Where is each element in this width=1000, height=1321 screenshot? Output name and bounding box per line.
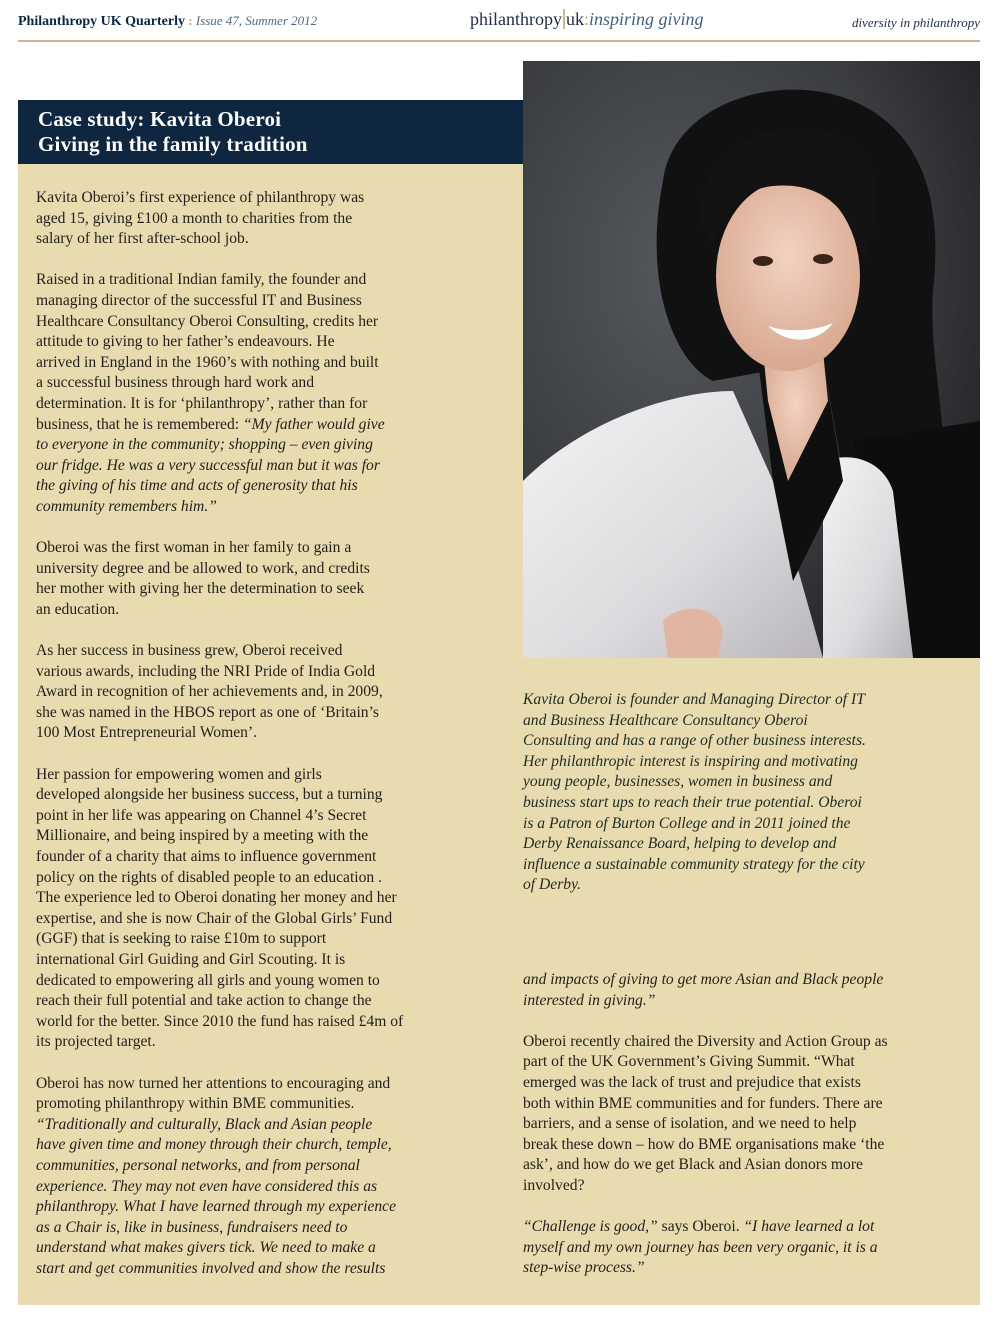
paragraph-intro: Kavita Oberoi’s first experience of philanthropy was aged 15, giving £100 a month to charities from the salary of her first after-school job. <box>36 189 365 248</box>
masthead-logo <box>470 9 704 30</box>
logo-text-uk: uk <box>566 9 584 29</box>
article-title: Case study: Kavita Oberoi <box>38 107 282 131</box>
section-label: diversity in philanthropy <box>851 15 980 30</box>
logo-divider <box>563 9 565 29</box>
page-header <box>18 0 980 42</box>
article-body-right <box>523 970 978 1300</box>
publication-info <box>18 13 317 30</box>
paragraph-challenge: “Challenge is good,” says Oberoi. “I have learned a lot myself and my own journey has been very organic, it is a step-wise process.” <box>523 1218 878 1277</box>
paragraph-passion: Her passion for empowering women and girls developed alongside her business success, but a turning point in her life was appearing on Channel 4’s Secret Millionaire, and being inspired by a meeting with the founder of a charity that aims to influence government policy on the rights of disabled people to an education . The experience led to Oberoi donating her money and her expertise, and she is now Chair of the Global Girls’ Fund (GGF) that is seeking to raise £10m to support international Girl Guiding and Girl Scouting. It is dedicated to empowering all girls and young women to reach their full potential and take action to change the world for the better. Since 2010 the fund has raised £4m of its projected target. <box>36 765 404 1051</box>
logo-text-philanthropy: philanthropy <box>470 9 562 29</box>
article-title-bar <box>18 100 523 164</box>
paragraph-bme: Oberoi has now turned her attentions to encouraging and promoting philanthropy within BME communities. “Traditionally and culturally, Black and Asian people have given time and money through their church, temple, communities, personal networks, and from personal experience. They may not even have considered this as philanthropy. What I have learned through my experience as a Chair is, like in business, fundraisers need to understand what makes givers tick. We need to make a start and get communities involved and show the results <box>36 1074 397 1277</box>
photo-caption: Kavita Oberoi is founder and Managing Director of IT and Business Healthcare Consultancy Oberoi Consulting and has a range of other business interests. Her philanthropic interest is inspiring and motivating young people, businesses, women in business and business start ups to reach their true potential. Oberoi is a Patron of Burton College and in 2011 joined the Derby Renaissance Board, helping to develop and influence a sustainable community strategy for the city of Derby. <box>523 691 866 894</box>
article-body-left <box>36 188 496 1300</box>
logo-colon: : <box>584 9 590 29</box>
publication-name: Philanthropy UK Quarterly <box>18 14 185 29</box>
paragraph-summit: Oberoi recently chaired the Diversity and Action Group as part of the UK Government’s Giving Summit. “What emerged was the lack of trust and prejudice that exists both within BME communities and for funders. There are barriers, and a sense of isolation, and we need to help break these down – how do BME organisations make ‘the ask’, and how do we get Black and Asian donors more involved? <box>523 1032 888 1194</box>
paragraph-awards: As her success in business grew, Oberoi received various awards, including the NRI Pride of India Gold Award in recognition of her achievements and, in 2009, she was named in the HBOS report as one of ‘Britain’s 100 Most Entrepreneurial Women’. <box>36 642 383 742</box>
quote-father: “My father would give <box>243 415 385 433</box>
paragraph-education: Oberoi was the first woman in her family to gain a university degree and be allowed to work, and credits her mother with giving her the determination to seek an education. <box>36 539 370 618</box>
paragraph-family: Raised in a traditional Indian family, the founder and managing director of the successful IT and Business Healthcare Consultancy Oberoi Consulting, credits her attitude to giving to her father’s endeavours. He arrived in England in the 1960’s with nothing and built a successful business through hard work and determination. It is for ‘philanthropy’, rather than for business, that he is remembered: “My father would give to everyone in the community; shopping – even giving our fridge. He was a very successful man but it was for the giving of his time and acts of generosity that his community remembers him.” <box>36 271 385 515</box>
portrait-photo <box>523 61 980 658</box>
quote-continuation: and impacts of giving to get more Asian and Black people interested in giving.” <box>523 971 884 1009</box>
separator: : <box>188 13 193 28</box>
portrait-illustration <box>523 61 980 658</box>
issue-label: Issue 47, Summer 2012 <box>195 13 318 28</box>
article-subtitle: Giving in the family tradition <box>38 132 308 156</box>
logo-tagline: inspiring giving <box>589 9 704 29</box>
